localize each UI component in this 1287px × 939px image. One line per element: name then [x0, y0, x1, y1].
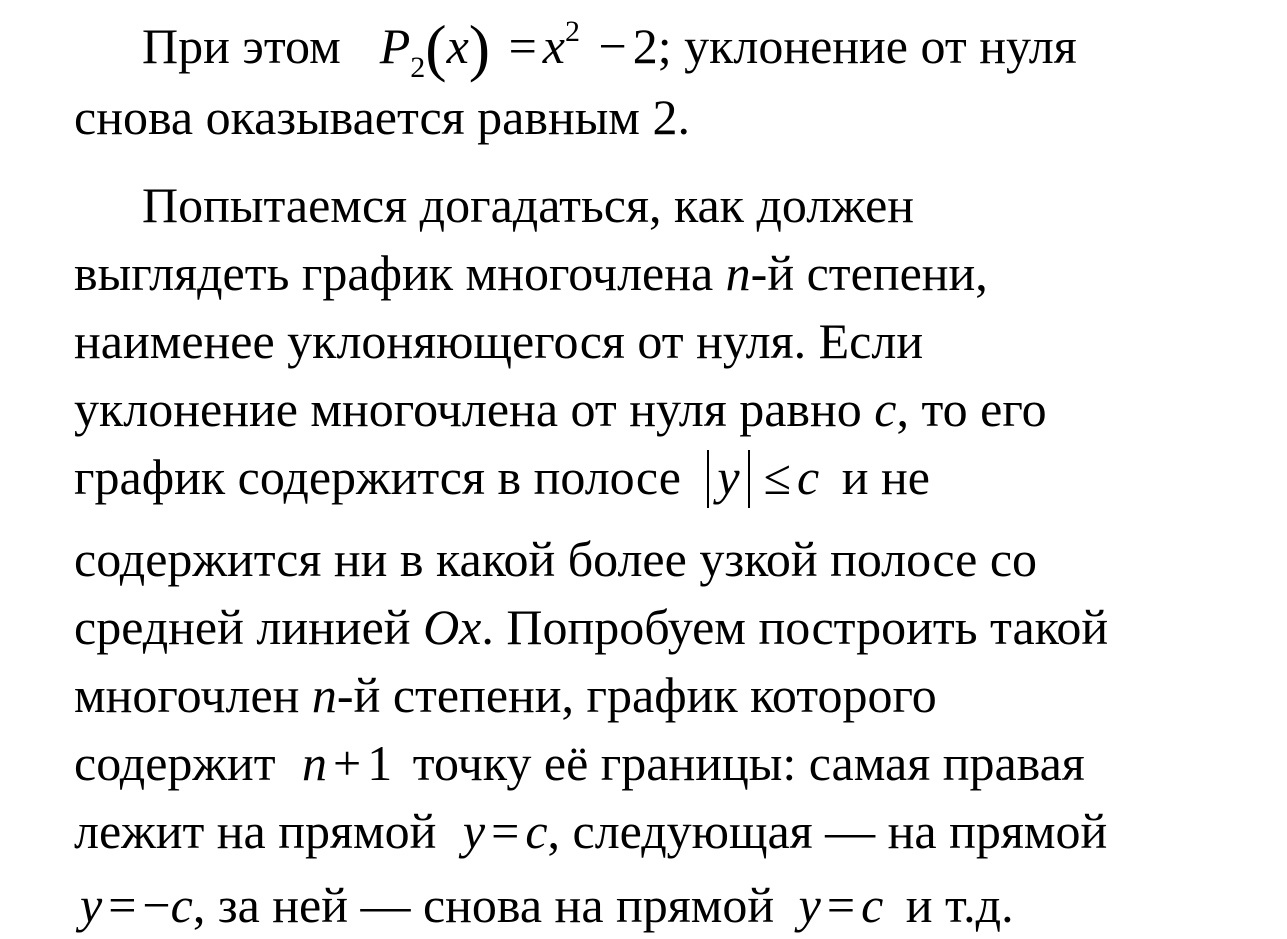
text-segment: график содержится в полосе	[74, 449, 681, 505]
math-y: y	[717, 449, 740, 505]
text-line-8	[74, 531, 1038, 587]
text-line-3	[142, 177, 915, 233]
math-y: y	[80, 877, 103, 933]
math-x: x	[542, 18, 565, 74]
text-segment: -й степени,	[750, 245, 988, 301]
math-equals: =	[108, 877, 137, 933]
text-segment: наименее уклоняющегося от нуля. Если	[74, 313, 924, 369]
text-segment: многочлен	[74, 667, 312, 723]
text-segment: точку её границы: самая правая	[412, 735, 1085, 791]
text-line-9	[74, 599, 1109, 655]
text-segment: , за ней — снова на прямой	[192, 877, 775, 933]
text-segment: снова оказывается равным 2.	[74, 89, 690, 145]
text-segment: уклонение многочлена от нуля равно	[74, 381, 875, 437]
text-line-5	[74, 313, 924, 369]
text-segment: выглядеть график многочлена	[74, 245, 726, 301]
math-right-paren: )	[468, 12, 491, 83]
math-leq: ≤	[763, 449, 792, 505]
text-line-10	[74, 667, 937, 723]
math-equals: =	[826, 877, 856, 933]
math-superscript: 2	[565, 15, 580, 48]
math-c: c	[525, 803, 548, 859]
text-line-13	[74, 877, 1014, 933]
text-segment: ; уклонение от нуля	[657, 18, 1077, 74]
text-segment: При этом	[142, 18, 341, 74]
math-left-paren: (	[425, 12, 447, 83]
math-c: c	[170, 877, 193, 933]
text-line-11	[74, 735, 1085, 791]
math-equals: =	[508, 18, 537, 74]
text-segment: -й степени, график которого	[336, 667, 937, 723]
text-line-1	[142, 10, 1077, 84]
math-n: n	[725, 245, 751, 301]
math-y: y	[798, 877, 821, 933]
math-minus: −	[142, 877, 171, 933]
math-minus: −	[598, 18, 627, 74]
math-plus: +	[333, 735, 362, 791]
math-n: n	[302, 735, 328, 791]
text-segment: , следующая — на прямой	[547, 803, 1108, 859]
text-segment: и не	[841, 449, 930, 505]
math-abs-bar-right	[748, 450, 750, 508]
text-segment: , то его	[896, 381, 1047, 437]
text-segment: лежит на прямой	[74, 803, 437, 859]
text-segment: и т.д.	[905, 877, 1014, 933]
math-equals: =	[491, 803, 520, 859]
text-line-2	[74, 89, 690, 145]
math-c: c	[874, 381, 897, 437]
text-segment: средней линией	[74, 599, 424, 655]
math-c: c	[861, 877, 884, 933]
text-segment: содержит	[74, 735, 276, 791]
text-line-7	[74, 449, 930, 512]
math-y: y	[462, 803, 486, 859]
text-line-4	[74, 245, 988, 301]
math-c: c	[797, 449, 820, 505]
math-n: n	[311, 667, 337, 723]
math-x: x	[446, 18, 469, 74]
math-p: P	[379, 18, 411, 74]
math-number: 2	[632, 18, 658, 74]
math-subscript: 2	[410, 51, 426, 84]
text-segment: Попытаемся догадаться, как должен	[142, 177, 915, 233]
math-number: 1	[367, 735, 393, 791]
text-line-12	[74, 803, 1108, 859]
text-segment: содержится ни в какой более узкой полосе со	[74, 531, 1038, 587]
math-ox: Ox	[423, 599, 482, 655]
math-abs-bar-left	[707, 450, 709, 508]
text-segment: . Попробуем построить такой	[481, 599, 1109, 655]
text-line-6	[74, 381, 1047, 437]
